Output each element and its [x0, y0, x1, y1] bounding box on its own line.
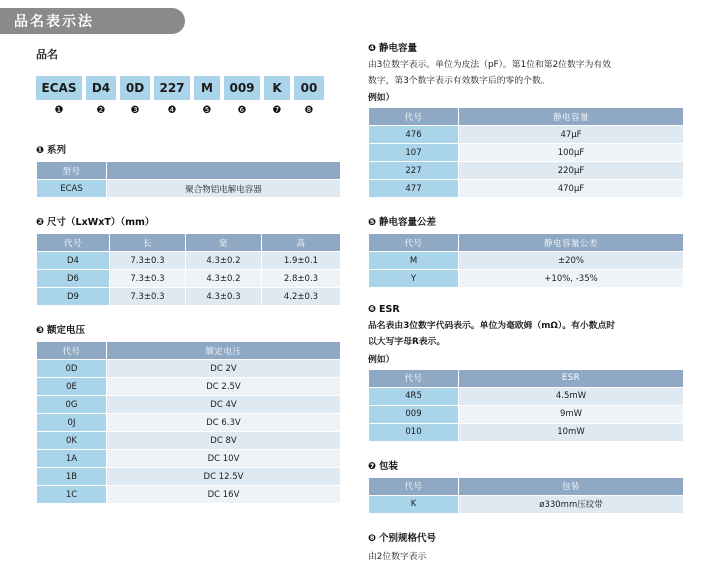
table-row: [37, 432, 341, 450]
table-cell: 2.8±0.3: [261, 270, 340, 288]
table-header-cell: 代号: [369, 477, 459, 495]
table-row: [369, 252, 684, 270]
esr-desc-2: 以大写字母R表示。: [368, 336, 446, 347]
table-header-cell: 代号: [37, 234, 110, 252]
table-header-row: [37, 342, 341, 360]
table-header-cell: 代号: [369, 108, 459, 126]
table-cell: 4.3±0.2: [185, 252, 261, 270]
table-row: [37, 396, 341, 414]
partnumber-cell: M: [194, 76, 220, 100]
partnumber-cell: 0D: [120, 76, 150, 100]
table-header-row: [369, 369, 684, 387]
size-table: [36, 233, 341, 306]
section-size-heading: [36, 214, 341, 228]
section-capacitance-heading: [368, 40, 684, 54]
section-individual-title: 个别规格代号: [379, 532, 437, 544]
partnumber-mark: ❸: [130, 105, 140, 116]
table-cell: DC 16V: [107, 486, 341, 504]
partnumber-cell: D4: [86, 76, 116, 100]
individual-desc: 由2位数字表示: [368, 551, 427, 562]
section-size-title: 尺寸（LxWxT）（mm）: [47, 217, 155, 228]
partnumber-cell: K: [264, 76, 290, 100]
section-size: [36, 214, 341, 306]
table-cell: 1C: [37, 486, 107, 504]
table-row: [369, 423, 684, 441]
table-cell: 0K: [37, 432, 107, 450]
section-size-number: ❷: [36, 217, 45, 228]
table-header-cell: 代号: [369, 369, 459, 387]
table-header-cell: 高: [261, 234, 340, 252]
tolerance-table: [368, 233, 684, 288]
section-series: [36, 142, 341, 198]
section-tolerance-heading: [368, 214, 684, 228]
section-voltage-number: ❸: [36, 325, 45, 336]
esr-desc-1: 品名表由3位数字代码表示。单位为毫欧姆（mΩ）。有小数点时: [368, 321, 616, 332]
capacitance-table: [368, 107, 684, 198]
section-capacitance: [368, 40, 684, 198]
table-cell: DC 12.5V: [107, 468, 341, 486]
table-header-cell: 静电容量公差: [459, 234, 684, 252]
partnumber-cell: 227: [154, 76, 190, 100]
table-cell: +10%, -35%: [459, 270, 684, 288]
partnumber-cell: 009: [224, 76, 260, 100]
table-header-row: [369, 108, 684, 126]
capacitance-desc-2: 数字，第3个数字表示有效数字后的零的个数。: [368, 75, 550, 86]
table-row: [369, 126, 684, 144]
section-individual: [368, 530, 684, 562]
esr-table: [368, 369, 684, 442]
section-capacitance-number: ❹: [368, 43, 377, 54]
section-individual-heading: [368, 530, 684, 544]
table-cell: ø330mm压纹带: [459, 495, 684, 513]
packaging-table: [368, 477, 684, 514]
table-cell: 4.3±0.3: [185, 288, 261, 306]
table-cell: 010: [369, 423, 459, 441]
partnumber-cell: 00: [294, 76, 324, 100]
table-cell: DC 2.5V: [107, 378, 341, 396]
table-cell: 100µF: [459, 144, 684, 162]
table-cell: 9mW: [459, 405, 684, 423]
partnumber-mark: ❼: [272, 105, 282, 116]
table-header-row: [369, 234, 684, 252]
table-cell: DC 8V: [107, 432, 341, 450]
partnumber-cell: ECAS: [36, 76, 82, 100]
table-cell: 476: [369, 126, 459, 144]
table-cell: 聚合物铝电解电容器: [107, 180, 341, 198]
table-cell: ECAS: [37, 180, 107, 198]
section-esr: [368, 304, 684, 441]
table-cell: D6: [37, 270, 110, 288]
partnumber-mark: ❺: [202, 105, 212, 116]
table-cell: 1B: [37, 468, 107, 486]
table-row: [37, 378, 341, 396]
section-packaging-number: ❼: [368, 460, 377, 472]
capacitance-example-label: 例如）: [368, 93, 395, 104]
partnumber-marks: [36, 105, 341, 116]
section-voltage-heading: [36, 322, 341, 336]
table-row: [369, 495, 684, 513]
table-header-cell: 宽: [185, 234, 261, 252]
table-row: [37, 468, 341, 486]
table-cell: 477: [369, 180, 459, 198]
table-cell: M: [369, 252, 459, 270]
series-table: [36, 161, 341, 198]
table-cell: 10mW: [459, 423, 684, 441]
table-row: [369, 270, 684, 288]
table-header-row: [37, 162, 341, 180]
table-cell: 220µF: [459, 162, 684, 180]
table-header-row: [369, 477, 684, 495]
table-cell: 227: [369, 162, 459, 180]
table-cell: ±20%: [459, 252, 684, 270]
table-row: [37, 486, 341, 504]
table-cell: D9: [37, 288, 110, 306]
table-cell: Y: [369, 270, 459, 288]
table-cell: K: [369, 495, 459, 513]
table-row: [37, 360, 341, 378]
section-capacitance-title: 静电容量: [379, 43, 418, 54]
table-row: [37, 180, 341, 198]
section-series-title: 系列: [47, 145, 67, 156]
partnumber-mark: ❽: [304, 105, 314, 116]
table-header-cell: ESR: [459, 369, 684, 387]
table-header-cell: 额定电压: [107, 342, 341, 360]
table-row: [37, 450, 341, 468]
partnumber-mark: ❹: [167, 105, 177, 116]
section-series-number: ❶: [36, 145, 45, 156]
table-cell: 7.3±0.3: [109, 288, 185, 306]
partnumber-label: 品名: [36, 48, 58, 61]
table-cell: 4.2±0.3: [261, 288, 340, 306]
table-cell: 470µF: [459, 180, 684, 198]
partnumber-mark: ❻: [237, 105, 247, 116]
left-column: [36, 46, 341, 504]
table-cell: 47µF: [459, 126, 684, 144]
table-header-cell: 包装: [459, 477, 684, 495]
table-row: [37, 414, 341, 432]
section-packaging-title: 包装: [379, 460, 399, 472]
section-voltage: [36, 322, 341, 504]
table-row: [37, 288, 341, 306]
table-cell: 0J: [37, 414, 107, 432]
table-cell: 4.3±0.2: [185, 270, 261, 288]
table-cell: 009: [369, 405, 459, 423]
section-individual-number: ❽: [368, 532, 377, 544]
table-header-cell: 代号: [37, 342, 107, 360]
table-header-row: [37, 234, 341, 252]
table-row: [369, 387, 684, 405]
table-cell: 7.3±0.3: [109, 252, 185, 270]
table-row: [369, 144, 684, 162]
page-header: [0, 8, 185, 34]
table-row: [37, 252, 341, 270]
partnumber-mark: ❶: [54, 105, 64, 116]
table-row: [369, 405, 684, 423]
capacitance-desc-1: 由3位数字表示。单位为皮法（pF）。第1位和第2位数字为有效: [368, 60, 611, 70]
table-cell: 1A: [37, 450, 107, 468]
table-header-cell: 代号: [369, 234, 459, 252]
table-cell: 4.5mW: [459, 387, 684, 405]
table-header-cell: [107, 162, 341, 180]
section-esr-heading: [368, 304, 684, 315]
section-esr-title: ESR: [379, 304, 400, 316]
section-packaging: [368, 458, 684, 514]
table-cell: DC 4V: [107, 396, 341, 414]
table-row: [37, 270, 341, 288]
right-column: [368, 40, 684, 562]
section-tolerance: [368, 214, 684, 288]
esr-example-label: 例如）: [368, 354, 395, 365]
table-cell: 4R5: [369, 387, 459, 405]
partnumber-row: [36, 76, 341, 100]
table-cell: D4: [37, 252, 110, 270]
table-header-cell: 型号: [37, 162, 107, 180]
table-cell: 1.9±0.1: [261, 252, 340, 270]
table-cell: DC 2V: [107, 360, 341, 378]
section-tolerance-number: ❺: [368, 217, 377, 229]
table-cell: 0E: [37, 378, 107, 396]
table-header-cell: 长: [109, 234, 185, 252]
table-cell: 7.3±0.3: [109, 270, 185, 288]
table-row: [369, 162, 684, 180]
voltage-table: [36, 341, 341, 504]
table-cell: 0G: [37, 396, 107, 414]
section-packaging-heading: [368, 458, 684, 472]
partnumber-mark: ❷: [96, 105, 106, 116]
table-cell: DC 10V: [107, 450, 341, 468]
table-cell: 0D: [37, 360, 107, 378]
table-cell: DC 6.3V: [107, 414, 341, 432]
partnumber-diagram: [36, 76, 341, 116]
section-series-heading: [36, 142, 341, 156]
page-title: 品名表示法: [14, 14, 94, 30]
section-tolerance-title: 静电容量公差: [379, 217, 437, 229]
section-esr-number: ❻: [368, 304, 377, 316]
table-cell: 107: [369, 144, 459, 162]
table-row: [369, 180, 684, 198]
table-header-cell: 静电容量: [459, 108, 684, 126]
section-voltage-title: 额定电压: [47, 325, 86, 336]
